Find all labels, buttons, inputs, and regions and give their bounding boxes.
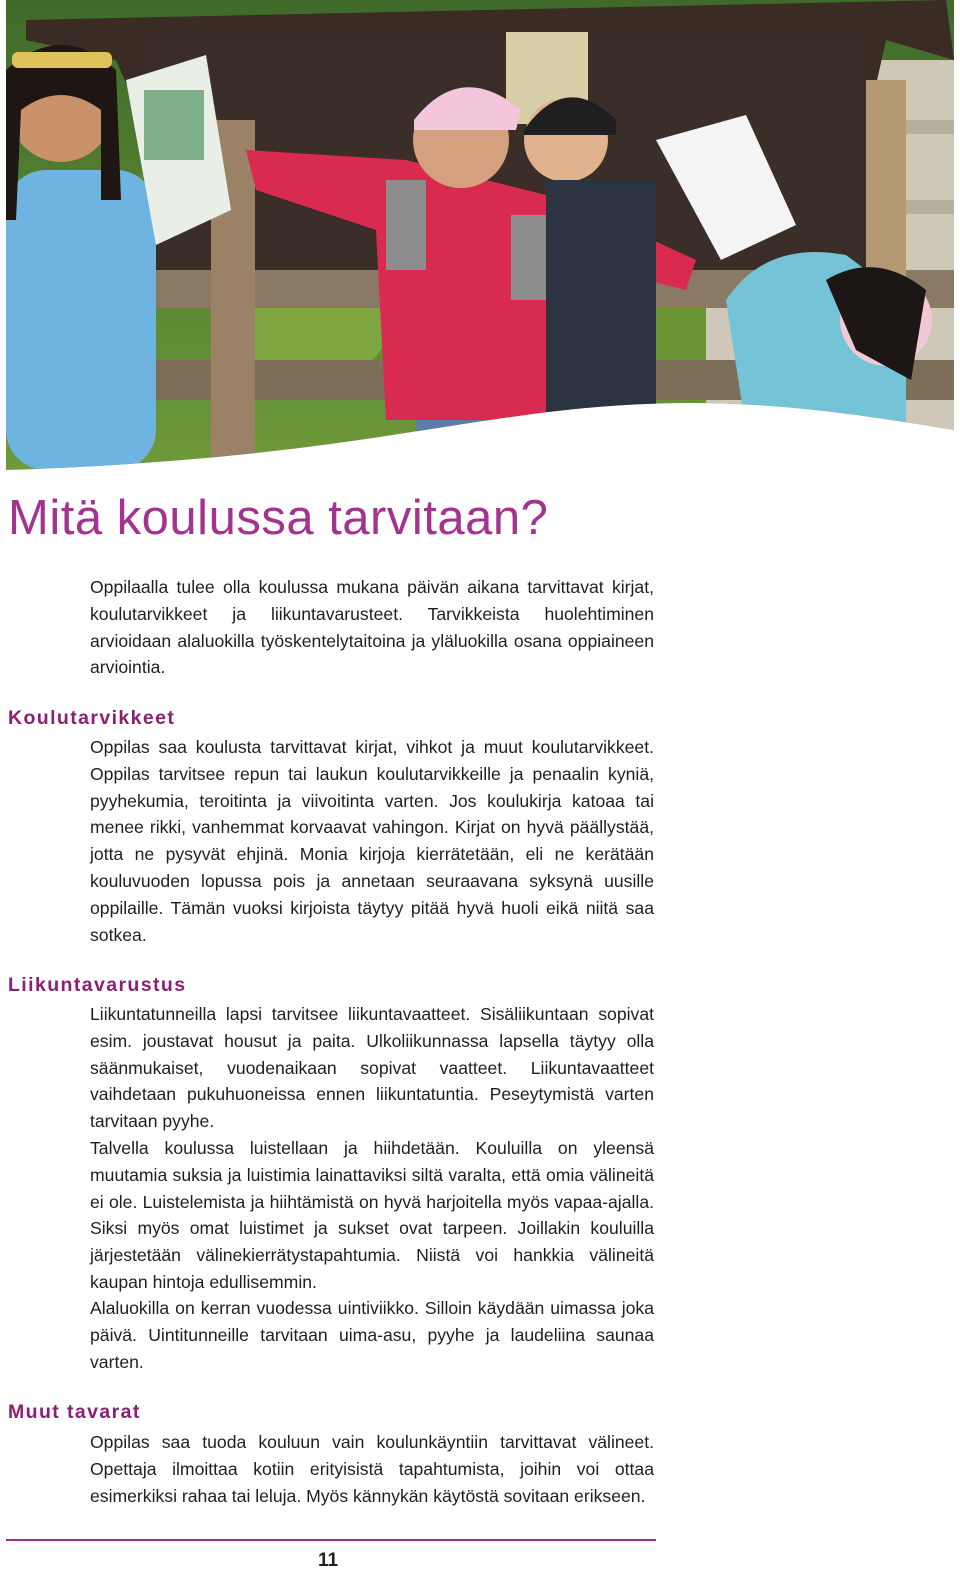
children-with-map-illustration — [6, 0, 954, 470]
header-photo — [6, 0, 954, 470]
intro-paragraph: Oppilaalla tulee olla koulussa mukana päivän aikana tarvittavat kirjat, koulutarvikkeet ja liikuntavarusteet. Tarvikkeista huolehtiminen arvioidaan alaluokilla työskentelytaitoina ja yläluokilla osana oppiaineen arviointia. — [90, 577, 654, 678]
page-title: Mitä koulussa tarvitaan? — [8, 491, 549, 545]
section-paragraph: Alaluokilla on kerran vuodessa uintiviikko. Silloin käydään uimassa joka päivä. Uintitunneille tarvitaan uima-asu, pyyhe ja laudeliina saunaa varten. — [90, 1298, 654, 1372]
section-heading-koulutarvikkeet: Koulutarvikkeet — [8, 707, 176, 729]
section-paragraph: Oppilas saa tuoda kouluun vain koulunkäyntiin tarvittavat välineet. Opettaja ilmoittaa kotiin erityisistä tapahtumista, joihin voi ottaa esimerkiksi rahaa tai leluja. Myös kännykän käytöstä sovitaan erikseen. — [90, 1432, 654, 1506]
section-heading-liikuntavarustus: Liikuntavarustus — [8, 974, 187, 996]
section-paragraph: Liikuntatunneilla lapsi tarvitsee liikuntavaatteet. Sisäliikuntaan sopivat esim. joustavat housut ja paita. Ulkoliikunnassa lapsella täytyy olla säänmukaiset, vuodenaikaan sopivat vaatteet. Liikuntavaatteet vaihdetaan pukuhuoneissa ennen liikuntatuntia. Peseytymistä varten tarvitaan pyyhe. — [90, 1004, 654, 1132]
page-number: 11 — [318, 1550, 339, 1571]
section-heading-muut-tavarat: Muut tavarat — [8, 1401, 141, 1423]
section-paragraph: Talvella koulussa luistellaan ja hiihdetään. Kouluilla on yleensä muutamia suksia ja luistimia lainattaviksi siltä varalta, että omia välineitä ei ole. Luistelemista ja hiihtämistä on hyvä harjoitella myös vapaa-ajalla. Siksi myös omat luistimet ja sukset ovat tarpeen. Joillakin kouluilla järjestetään välinekierrätystapahtumia. Niistä voi hankkia välineitä kaupan hintoja edullisemmin. — [90, 1138, 654, 1292]
footer-divider — [6, 1539, 656, 1541]
section-paragraph: Oppilas saa koulusta tarvittavat kirjat, vihkot ja muut koulutarvikkeet. Oppilas tarvitsee repun tai laukun koulutarvikkeille ja penaalin kyniä, pyyhekumia, teroitinta ja viivoitinta varten. Jos koulukirja katoaa tai menee rikki, vanhemmat korvaavat vahingon. Kirjat on hyvä päällystää, jotta ne pysyvät ehjinä. Monia kirjoja kierrätetään, eli ne kerätään kouluvuoden lopussa pois ja annetaan seuraavana syksynä uusille oppilaille. Tämän vuoksi kirjoista täytyy pitää hyvä huoli eikä niitä saa sotkea. — [90, 737, 654, 945]
